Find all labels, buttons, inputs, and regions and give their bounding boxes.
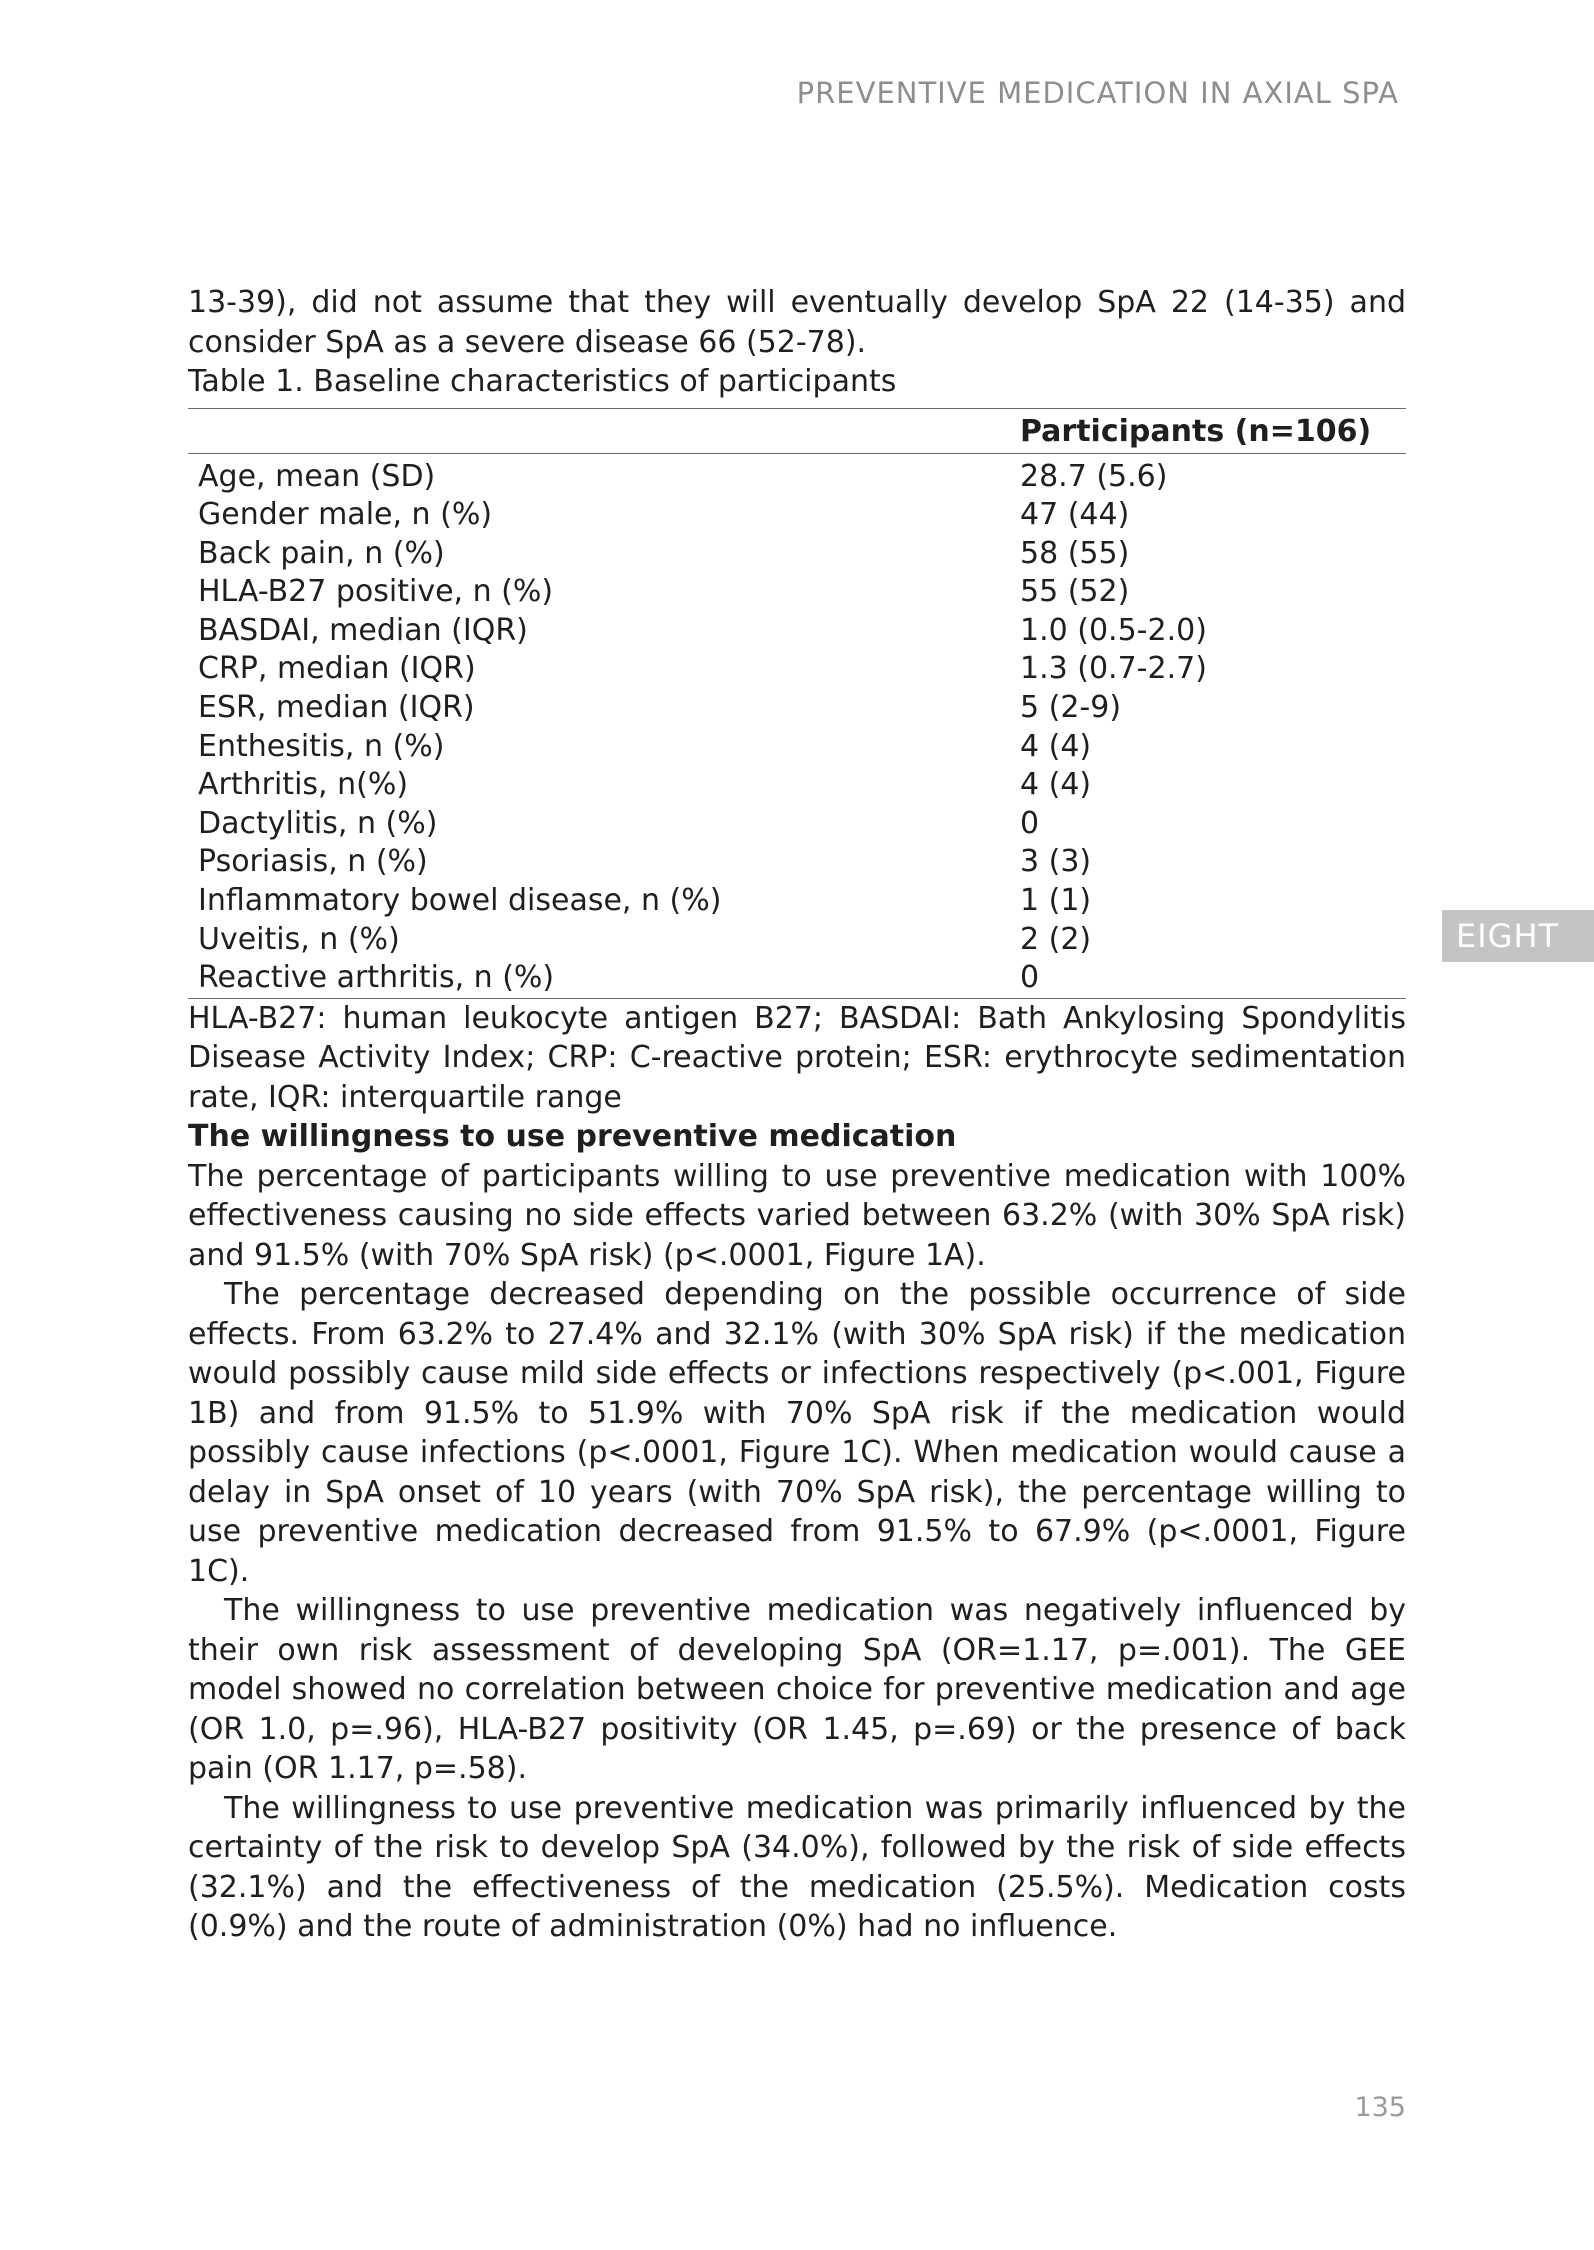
chapter-side-tab: EIGHT <box>1442 910 1594 962</box>
table-footnote: HLA-B27: human leukocyte antigen B27; BASDAI: Bath Ankylosing Spondylitis Disease Activity Index; CRP: C-reactive protein; ESR: erythrocyte sedimentation rate, IQR: interquartile range <box>188 1000 1406 1115</box>
table-row <box>188 496 1406 535</box>
table-cell-label: Age, mean (SD) <box>198 458 436 494</box>
table-cell-label: Back pain, n (%) <box>198 535 445 571</box>
table-row <box>188 453 1406 496</box>
table-caption: Table 1. Baseline characteristics of participants <box>188 364 897 399</box>
table-header-row <box>188 408 1406 453</box>
section-paragraph: The percentage of participants willing to use preventive medication with 100% effectiveness causing no side effects varied between 63.2% (with 30% SpA risk) and 91.5% (with 70% SpA risk) (p<.0001, Figure 1A). <box>188 1158 1406 1273</box>
table-cell-label: BASDAI, median (IQR) <box>198 612 528 648</box>
table-row <box>188 535 1406 574</box>
section-heading: The willingness to use preventive medication <box>188 1119 957 1155</box>
table-cell-value: 58 (55) <box>1020 535 1130 571</box>
table-row <box>188 689 1406 728</box>
table-cell-label: Dactylitis, n (%) <box>198 805 438 841</box>
table-body <box>188 453 1406 998</box>
table-cell-value: 3 (3) <box>1020 844 1092 880</box>
table-cell-value: 0 <box>1020 959 1406 998</box>
table-row <box>188 921 1406 960</box>
table-cell-label: Arthritis, n(%) <box>198 767 409 803</box>
table-cell-label: Enthesitis, n (%) <box>198 728 445 764</box>
table-row <box>188 959 1406 998</box>
table-row <box>188 843 1406 882</box>
table-cell-label: CRP, median (IQR) <box>198 651 476 687</box>
table-header-label <box>188 408 1020 453</box>
table-cell-value: 1.3 (0.7-2.7) <box>1020 651 1207 687</box>
table-row <box>188 766 1406 805</box>
table-cell-label: Uveitis, n (%) <box>198 921 400 957</box>
section-paragraph: The willingness to use preventive medication was primarily influenced by the certainty of the risk to develop SpA (34.0%), followed by the risk of side effects (32.1%) and the effectiveness of the medication (25.5%). Medication costs (0.9%) and the route of administration (0%) had no influence. <box>188 1790 1406 1945</box>
table-cell-label: Psoriasis, n (%) <box>198 844 428 880</box>
table-cell-value: 5 (2-9) <box>1020 690 1122 726</box>
table-row <box>188 805 1406 844</box>
table-row <box>188 612 1406 651</box>
table-cell-value: 1.0 (0.5-2.0) <box>1020 612 1207 648</box>
table-cell-label: HLA-B27 positive, n (%) <box>198 574 554 610</box>
table-row <box>188 728 1406 767</box>
baseline-characteristics-table <box>188 408 1406 999</box>
table-cell-value: 1 (1) <box>1020 883 1092 919</box>
page-number: 135 <box>1354 2092 1406 2123</box>
table-cell-value: 47 (44) <box>1020 497 1130 533</box>
page-content <box>188 283 1406 1947</box>
section-paragraph: The percentage decreased depending on the possible occurrence of side effects. From 63.2% to 27.4% and 32.1% (with 30% SpA risk) if the medication would possibly cause mild side effects or infections respectively (p<.001, Figure 1B) and from 91.5% to 51.9% with 70% SpA risk if the medication would possibly cause infections (p<.0001, Figure 1C). When medication would cause a delay in SpA onset of 10 years (with 70% SpA risk), the percentage willing to use preventive medication decreased from 91.5% to 67.9% (p<.0001, Figure 1C). <box>188 1277 1406 1589</box>
table-cell-label: Gender male, n (%) <box>198 497 493 533</box>
table-header-participants: Participants (n=106) <box>1020 408 1406 453</box>
table-cell-value: 4 (4) <box>1020 767 1092 803</box>
table-row <box>188 650 1406 689</box>
table-cell-value: 4 (4) <box>1020 728 1092 764</box>
table-cell-label: ESR, median (IQR) <box>198 690 475 726</box>
table-row <box>188 573 1406 612</box>
table-row <box>188 882 1406 921</box>
section-paragraph: The willingness to use preventive medication was negatively influenced by their own risk assessment of developing SpA (OR=1.17, p=.001). The GEE model showed no correlation between choice for preventive medication and age (OR 1.0, p=.96), HLA-B27 positivity (OR 1.45, p=.69) or the presence of back pain (OR 1.17, p=.58). <box>188 1593 1406 1787</box>
intro-paragraph: 13-39), did not assume that they will eventually develop SpA 22 (14-35) and consider SpA as a severe disease 66 (52-78). <box>188 285 1406 360</box>
running-header: PREVENTIVE MEDICATION IN AXIAL SPA <box>796 76 1399 110</box>
table-cell-value: 2 (2) <box>1020 921 1092 957</box>
table-cell-value: 55 (52) <box>1020 574 1130 610</box>
table-cell-value: 28.7 (5.6) <box>1020 458 1168 494</box>
table-cell-label: Inflammatory bowel disease, n (%) <box>198 883 722 919</box>
table-cell-label: Reactive arthritis, n (%) <box>188 959 1020 998</box>
table-cell-value: 0 <box>1020 805 1040 841</box>
